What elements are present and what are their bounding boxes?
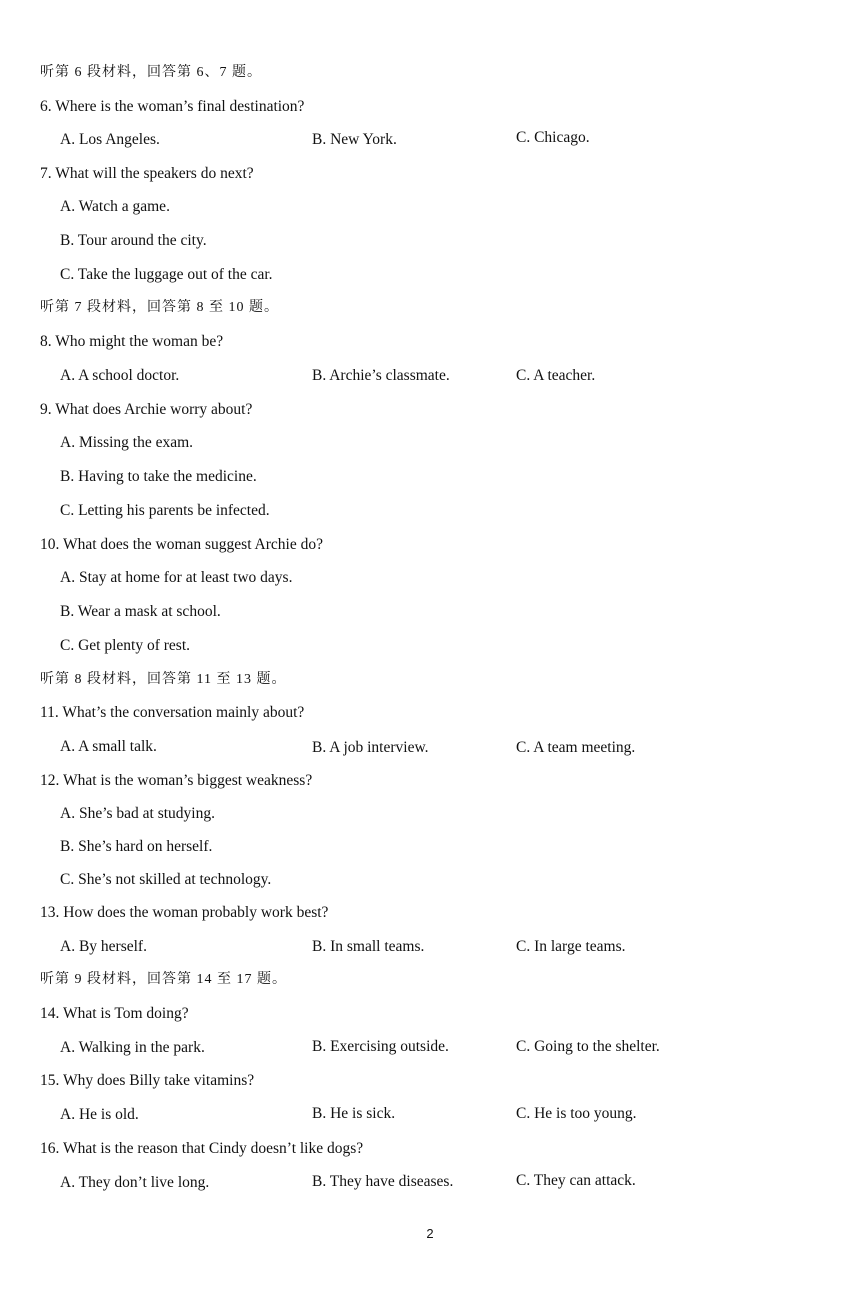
question-16: 16. What is the reason that Cindy doesn’t like dogs? <box>40 1140 364 1157</box>
q14-option-a: A. Walking in the park. <box>60 1039 205 1056</box>
q10-option-c: C. Get plenty of rest. <box>60 637 191 654</box>
question-14: 14. What is Tom doing? <box>40 1005 189 1022</box>
q16-option-c: C. They can attack. <box>516 1172 636 1189</box>
q11-option-b: B. A job interview. <box>312 739 429 756</box>
question-7: 7. What will the speakers do next? <box>40 165 254 182</box>
q14-option-b: B. Exercising outside. <box>312 1038 449 1055</box>
q11-option-a: A. A small talk. <box>60 738 157 755</box>
q10-option-b: B. Wear a mask at school. <box>60 603 221 620</box>
q10-option-a: A. Stay at home for at least two days. <box>60 569 293 586</box>
q16-option-a: A. They don’t live long. <box>60 1174 210 1191</box>
q6-option-a: A. Los Angeles. <box>60 131 160 148</box>
question-13: 13. How does the woman probably work best? <box>40 904 329 921</box>
q12-option-c: C. She’s not skilled at technology. <box>60 871 272 888</box>
question-12: 12. What is the woman’s biggest weakness? <box>40 772 313 789</box>
q16-option-b: B. They have diseases. <box>312 1173 454 1190</box>
q13-option-b: B. In small teams. <box>312 938 425 955</box>
q8-option-a: A. A school doctor. <box>60 367 180 384</box>
q9-option-c: C. Letting his parents be infected. <box>60 502 270 519</box>
q6-option-b: B. New York. <box>312 131 397 148</box>
q6-option-c: C. Chicago. <box>516 129 590 146</box>
q13-option-c: C. In large teams. <box>516 938 626 955</box>
question-10: 10. What does the woman suggest Archie do? <box>40 536 323 553</box>
q8-option-c: C. A teacher. <box>516 367 596 384</box>
q8-option-b: B. Archie’s classmate. <box>312 367 450 384</box>
q15-option-b: B. He is sick. <box>312 1105 396 1122</box>
section-heading-6: 听第 6 段材料，回答第 6、7 题。 <box>40 65 262 80</box>
section-heading-7: 听第 7 段材料，回答第 8 至 10 题。 <box>40 300 279 315</box>
question-15: 15. Why does Billy take vitamins? <box>40 1072 255 1089</box>
section-heading-8: 听第 8 段材料，回答第 11 至 13 题。 <box>40 672 287 687</box>
q7-option-a: A. Watch a game. <box>60 198 170 215</box>
question-8: 8. Who might the woman be? <box>40 333 224 350</box>
question-11: 11. What’s the conversation mainly about? <box>40 704 305 721</box>
q11-option-c: C. A team meeting. <box>516 739 636 756</box>
q13-option-a: A. By herself. <box>60 938 147 955</box>
q7-option-b: B. Tour around the city. <box>60 232 207 249</box>
q12-option-a: A. She’s bad at studying. <box>60 805 215 822</box>
q15-option-c: C. He is too young. <box>516 1105 637 1122</box>
q9-option-b: B. Having to take the medicine. <box>60 468 257 485</box>
q15-option-a: A. He is old. <box>60 1106 139 1123</box>
question-6: 6. Where is the woman’s final destination? <box>40 98 305 115</box>
page-number: 2 <box>426 1226 434 1241</box>
q14-option-c: C. Going to the shelter. <box>516 1038 660 1055</box>
q7-option-c: C. Take the luggage out of the car. <box>60 266 273 283</box>
q9-option-a: A. Missing the exam. <box>60 434 194 451</box>
section-heading-9: 听第 9 段材料，回答第 14 至 17 题。 <box>40 972 287 987</box>
q12-option-b: B. She’s hard on herself. <box>60 838 213 855</box>
question-9: 9. What does Archie worry about? <box>40 401 253 418</box>
